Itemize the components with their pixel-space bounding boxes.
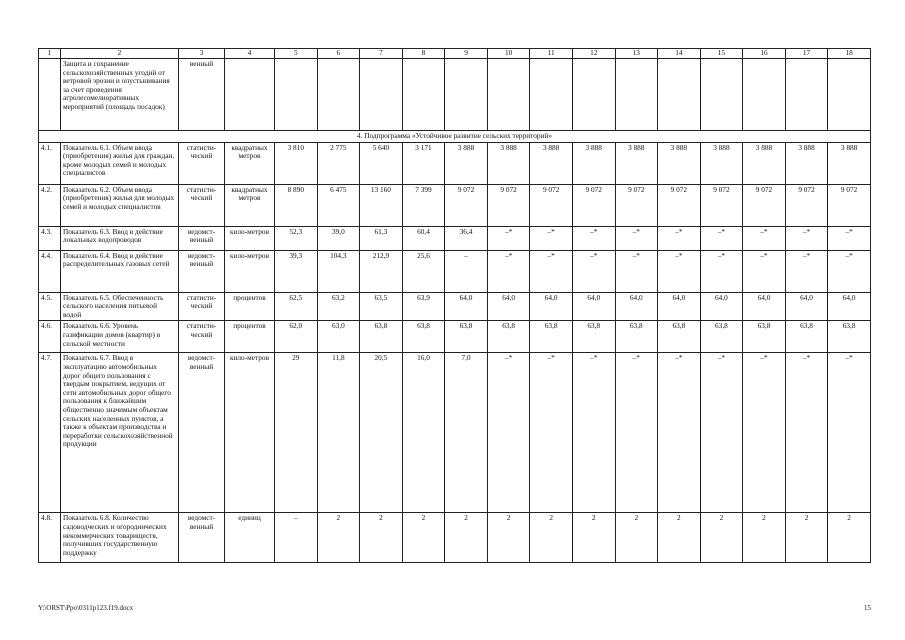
column-number: 2 (61, 49, 179, 59)
value-cell: 3 888 (615, 142, 658, 184)
value-cell: 3 888 (445, 142, 488, 184)
value-cell: –* (785, 250, 828, 292)
value-cell (317, 59, 360, 131)
unit: квадратных метров (225, 184, 275, 226)
value-cell: 11,8 (317, 353, 360, 513)
section-row (39, 131, 871, 143)
value-cell: –* (487, 250, 530, 292)
column-number: 16 (743, 49, 786, 59)
value-cell: 64,0 (700, 292, 743, 321)
value-cell: 25,6 (402, 250, 445, 292)
row-number: 4.5. (39, 292, 61, 321)
value-cell: 64,0 (530, 292, 573, 321)
value-cell: 64,0 (743, 292, 786, 321)
value-cell: 64,0 (615, 292, 658, 321)
value-cell: –* (828, 250, 871, 292)
column-number: 17 (785, 49, 828, 59)
value-cell: –* (785, 353, 828, 513)
table-row (39, 250, 871, 292)
value-cell: 2 (743, 513, 786, 563)
data-source: ведомст-венный (179, 353, 225, 513)
value-cell: 2 (487, 513, 530, 563)
table-row (39, 353, 871, 513)
table-row (39, 184, 871, 226)
value-cell: 3 171 (402, 142, 445, 184)
value-cell: 63,8 (572, 321, 615, 353)
value-cell: 212,9 (360, 250, 403, 292)
unit: кило-метров (225, 226, 275, 250)
row-number: 4.8. (39, 513, 61, 563)
column-number: 15 (700, 49, 743, 59)
page-number: 15 (864, 604, 871, 612)
value-cell: –* (615, 226, 658, 250)
value-cell: 36,4 (445, 226, 488, 250)
value-cell: 64,0 (487, 292, 530, 321)
value-cell: 52,3 (275, 226, 318, 250)
value-cell: –* (700, 226, 743, 250)
value-cell: 9 072 (530, 184, 573, 226)
value-cell: –* (743, 250, 786, 292)
value-cell: –* (487, 353, 530, 513)
value-cell: 2 (402, 513, 445, 563)
value-cell: 9 072 (445, 184, 488, 226)
value-cell: 16,0 (402, 353, 445, 513)
data-source: статисти-ческий (179, 184, 225, 226)
value-cell: 104,3 (317, 250, 360, 292)
value-cell: 3 888 (700, 142, 743, 184)
row-number: 4.1. (39, 142, 61, 184)
value-cell: 63,8 (743, 321, 786, 353)
value-cell: –* (615, 353, 658, 513)
indicators-table (38, 48, 871, 563)
indicator-name: Показатель 6.8. Количество садоводческих и огороднических некоммерческих товариществ, получивших государственную поддержку (61, 513, 179, 563)
column-number: 4 (225, 49, 275, 59)
value-cell: 7 399 (402, 184, 445, 226)
data-source: статисти-ческий (179, 292, 225, 321)
data-source: статисти-ческий (179, 321, 225, 353)
value-cell: –* (828, 226, 871, 250)
value-cell: 63,8 (785, 321, 828, 353)
value-cell: –* (828, 353, 871, 513)
indicator-name: Показатель 6.4. Ввод в действие распределительных газовых сетей (61, 250, 179, 292)
value-cell: 63,2 (317, 292, 360, 321)
value-cell: 63,8 (700, 321, 743, 353)
value-cell: 6 475 (317, 184, 360, 226)
value-cell: –* (572, 353, 615, 513)
value-cell: 64,0 (445, 292, 488, 321)
value-cell: 2 (658, 513, 701, 563)
value-cell (487, 59, 530, 131)
column-number: 6 (317, 49, 360, 59)
column-number-row (39, 49, 871, 59)
value-cell: 9 072 (700, 184, 743, 226)
data-source: ведомст-венный (179, 250, 225, 292)
value-cell: 29 (275, 353, 318, 513)
column-number: 1 (39, 49, 61, 59)
value-cell: 63,8 (445, 321, 488, 353)
value-cell: –* (700, 250, 743, 292)
indicator-name: Показатель 6.6. Уровень газификации домов (квартир) в сельской местности (61, 321, 179, 353)
row-number: 4.6. (39, 321, 61, 353)
column-number: 10 (487, 49, 530, 59)
value-cell: –* (743, 353, 786, 513)
row-number: 4.4. (39, 250, 61, 292)
value-cell: –* (530, 353, 573, 513)
indicator-name: Защита и сохранение сельскохозяйственных угодий от ветровой эрозии и опустынивания за счет проведения агролесомелиоративных мероприятий (площадь посадок) (61, 59, 179, 131)
value-cell: 64,0 (572, 292, 615, 321)
table-row (39, 292, 871, 321)
value-cell: 5 640 (360, 142, 403, 184)
table-row (39, 513, 871, 563)
unit: кило-метров (225, 353, 275, 513)
table-row (39, 321, 871, 353)
value-cell: 9 072 (487, 184, 530, 226)
value-cell (572, 59, 615, 131)
value-cell: 3 888 (785, 142, 828, 184)
value-cell: 39,3 (275, 250, 318, 292)
value-cell: 63,0 (317, 321, 360, 353)
value-cell: 63,8 (658, 321, 701, 353)
value-cell: –* (572, 226, 615, 250)
value-cell: 3 888 (828, 142, 871, 184)
value-cell: 20,5 (360, 353, 403, 513)
value-cell: 3 888 (530, 142, 573, 184)
table-row (39, 59, 871, 131)
value-cell: 64,0 (658, 292, 701, 321)
table-row (39, 142, 871, 184)
value-cell (828, 59, 871, 131)
document-path: Y:\ORST\Ppo\0311p123.f19.docx (38, 604, 134, 612)
value-cell: 9 072 (785, 184, 828, 226)
value-cell: 60,4 (402, 226, 445, 250)
value-cell: –* (700, 353, 743, 513)
value-cell (445, 59, 488, 131)
value-cell: 2 (317, 513, 360, 563)
value-cell: 9 072 (615, 184, 658, 226)
value-cell: 3 888 (487, 142, 530, 184)
value-cell (530, 59, 573, 131)
indicator-name: Показатель 6.7. Ввод в эксплуатацию автомобильных дорог общего пользования с твердым покрытием, ведущих от сети автомобильных дорог общего пользования к ближайшим общественно значимым объектам сельских населенных пунктов, а также к объектам производства и переработки сельскохозяйственной продукции (61, 353, 179, 513)
value-cell: 63,8 (530, 321, 573, 353)
row-number: 4.7. (39, 353, 61, 513)
value-cell: – (445, 250, 488, 292)
indicator-name: Показатель 6.5. Обеспеченность сельского населения питьевой водой (61, 292, 179, 321)
column-number: 5 (275, 49, 318, 59)
value-cell: 2 (360, 513, 403, 563)
value-cell: 63,8 (828, 321, 871, 353)
value-cell: 3 888 (658, 142, 701, 184)
value-cell: –* (658, 226, 701, 250)
data-source: статисти-ческий (179, 142, 225, 184)
value-cell: –* (572, 250, 615, 292)
value-cell (700, 59, 743, 131)
value-cell: 63,5 (360, 292, 403, 321)
value-cell: 39,0 (317, 226, 360, 250)
value-cell (743, 59, 786, 131)
value-cell: 63,9 (402, 292, 445, 321)
column-number: 3 (179, 49, 225, 59)
value-cell: 63,8 (360, 321, 403, 353)
column-number: 14 (658, 49, 701, 59)
column-number: 11 (530, 49, 573, 59)
value-cell: –* (530, 250, 573, 292)
value-cell: –* (487, 226, 530, 250)
value-cell (615, 59, 658, 131)
value-cell: –* (743, 226, 786, 250)
value-cell: 2 (700, 513, 743, 563)
value-cell (275, 59, 318, 131)
value-cell: 9 072 (572, 184, 615, 226)
data-source: венный (179, 59, 225, 131)
value-cell: –* (658, 250, 701, 292)
value-cell: –* (785, 226, 828, 250)
column-number: 9 (445, 49, 488, 59)
value-cell (658, 59, 701, 131)
value-cell: 9 072 (658, 184, 701, 226)
value-cell: –* (615, 250, 658, 292)
unit: процентов (225, 321, 275, 353)
value-cell: 8 890 (275, 184, 318, 226)
value-cell: 9 072 (743, 184, 786, 226)
value-cell: 63,8 (615, 321, 658, 353)
value-cell: 2 775 (317, 142, 360, 184)
indicator-name: Показатель 6.3. Ввод в действие локальных водопроводов (61, 226, 179, 250)
value-cell (402, 59, 445, 131)
value-cell: 13 160 (360, 184, 403, 226)
value-cell (785, 59, 828, 131)
row-number: 4.3. (39, 226, 61, 250)
column-number: 8 (402, 49, 445, 59)
indicator-name: Показатель 6.1. Объем ввода (приобретения) жилья для граждан, кроме молодых семей и молодых специалистов (61, 142, 179, 184)
row-number (39, 59, 61, 131)
indicator-name: Показатель 6.2. Объем ввода (приобретения) жилья для молодых семей и молодых специалистов (61, 184, 179, 226)
value-cell: –* (658, 353, 701, 513)
column-number: 18 (828, 49, 871, 59)
unit: единиц (225, 513, 275, 563)
value-cell: 2 (828, 513, 871, 563)
column-number: 7 (360, 49, 403, 59)
value-cell: 63,8 (402, 321, 445, 353)
unit (225, 59, 275, 131)
value-cell: 63,8 (487, 321, 530, 353)
value-cell: 64,0 (785, 292, 828, 321)
table-row (39, 226, 871, 250)
value-cell: 3 888 (572, 142, 615, 184)
value-cell: 62,0 (275, 321, 318, 353)
value-cell: 61,3 (360, 226, 403, 250)
value-cell: 7,0 (445, 353, 488, 513)
value-cell: 62,5 (275, 292, 318, 321)
value-cell: 64,0 (828, 292, 871, 321)
unit: процентов (225, 292, 275, 321)
column-number: 12 (572, 49, 615, 59)
value-cell: 2 (615, 513, 658, 563)
value-cell: 2 (785, 513, 828, 563)
value-cell: – (275, 513, 318, 563)
value-cell (360, 59, 403, 131)
value-cell: 2 (445, 513, 488, 563)
unit: квадратных метров (225, 142, 275, 184)
data-source: ведомст-венный (179, 513, 225, 563)
value-cell: 2 (530, 513, 573, 563)
column-number: 13 (615, 49, 658, 59)
value-cell: 9 072 (828, 184, 871, 226)
row-number: 4.2. (39, 184, 61, 226)
unit: кило-метров (225, 250, 275, 292)
value-cell: 3 888 (743, 142, 786, 184)
value-cell: 2 (572, 513, 615, 563)
value-cell: 3 810 (275, 142, 318, 184)
section-title: 4. Подпрограмма «Устойчивое развитие сельских территорий» (39, 131, 871, 143)
data-source: ведомст-венный (179, 226, 225, 250)
value-cell: –* (530, 226, 573, 250)
